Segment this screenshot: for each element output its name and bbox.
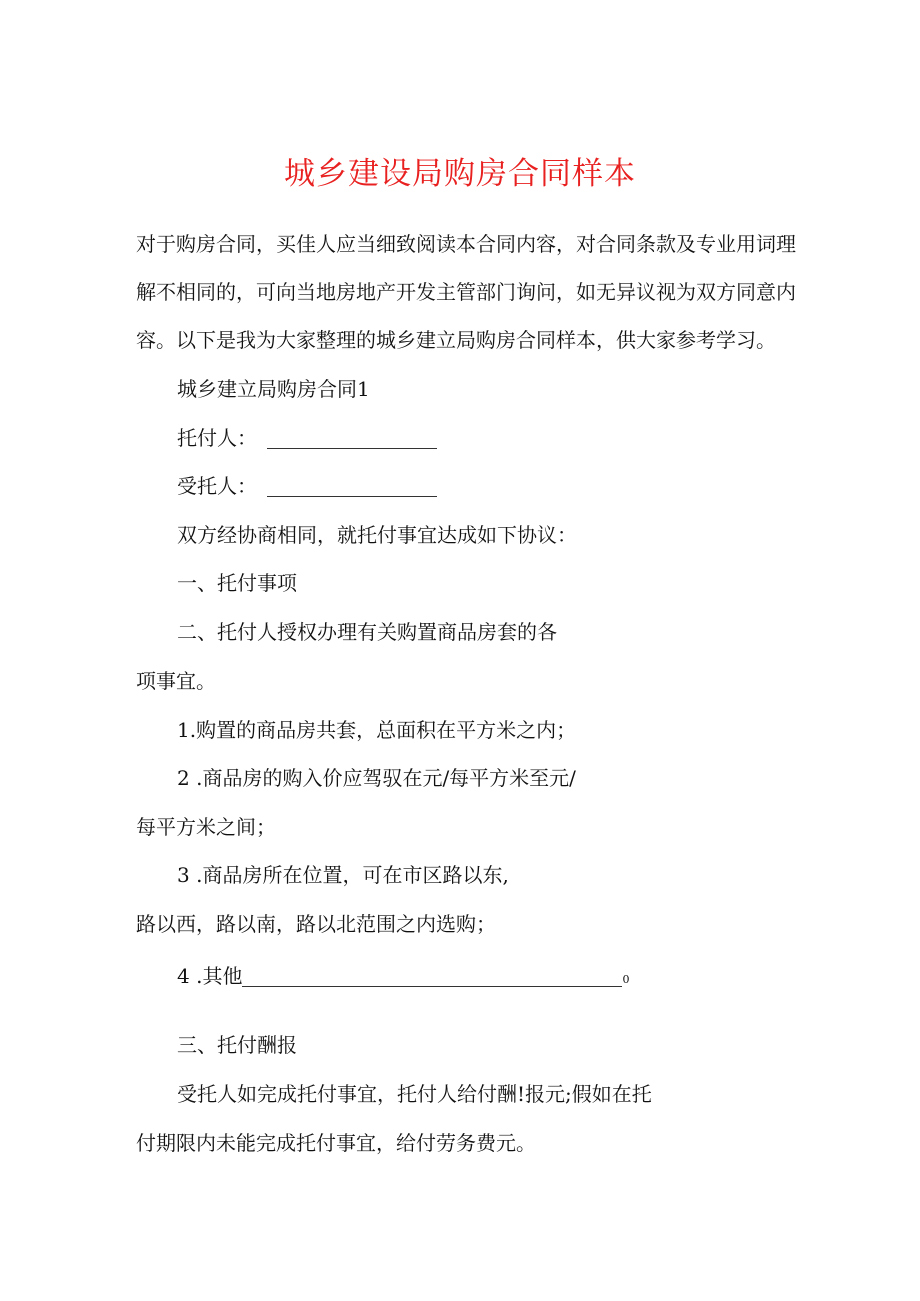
section-1-heading: 一、托付事项 xyxy=(177,571,297,595)
agent-label: 受托人： xyxy=(177,474,257,498)
contract-heading: 城乡建立局购房合同1 xyxy=(177,377,370,401)
section-2-line: 项事宜。 xyxy=(136,669,216,693)
intro-line: 解不相同的，可向当地房地产开发主管部门询问，如无异议视为双方同意内 xyxy=(136,280,796,304)
section-2-line: 二、托付人授权办理有关购置商品房套的各 xyxy=(177,620,557,644)
agreement-line: 双方经协商相同，就托付事宜达成如下协议： xyxy=(177,523,577,547)
principal-label: 托付人： xyxy=(177,426,257,450)
item-4 xyxy=(177,962,629,994)
item-3-line: 3 .商品房所在位置，可在市区路以东, xyxy=(177,863,509,887)
item-1: 1.购置的商品房共套，总面积在平方米之内； xyxy=(177,718,577,742)
agent-field xyxy=(177,472,437,500)
item-4-label: 4 .其他 xyxy=(177,964,243,988)
item-2-line: 每平方米之间； xyxy=(136,815,276,839)
reward-line: 付期限内未能完成托付事宜，给付劳务费元。 xyxy=(136,1131,536,1155)
item-4-tail: 0 xyxy=(622,973,630,986)
section-3-heading: 三、托付酬报 xyxy=(177,1033,297,1057)
principal-blank xyxy=(267,428,437,449)
intro-line: 容。以下是我为大家整理的城乡建立局购房合同样本，供大家参考学习。 xyxy=(136,328,776,352)
intro-line: 对于购房合同，买佳人应当细致阅读本合同内容，对合同条款及专业用词理 xyxy=(136,232,796,256)
item-3-line: 路以西，路以南，路以北范围之内选购； xyxy=(136,912,496,936)
reward-line: 受托人如完成托付事宜，托付人给付酬!报元;假如在托 xyxy=(177,1082,652,1106)
principal-field xyxy=(177,424,437,452)
item-2-line: 2 .商品房的购入价应驾驭在元/每平方米至元/ xyxy=(177,766,576,790)
document-title: 城乡建设局购房合同样本 xyxy=(284,156,636,192)
item-4-blank xyxy=(242,966,622,987)
agent-blank xyxy=(267,476,437,497)
